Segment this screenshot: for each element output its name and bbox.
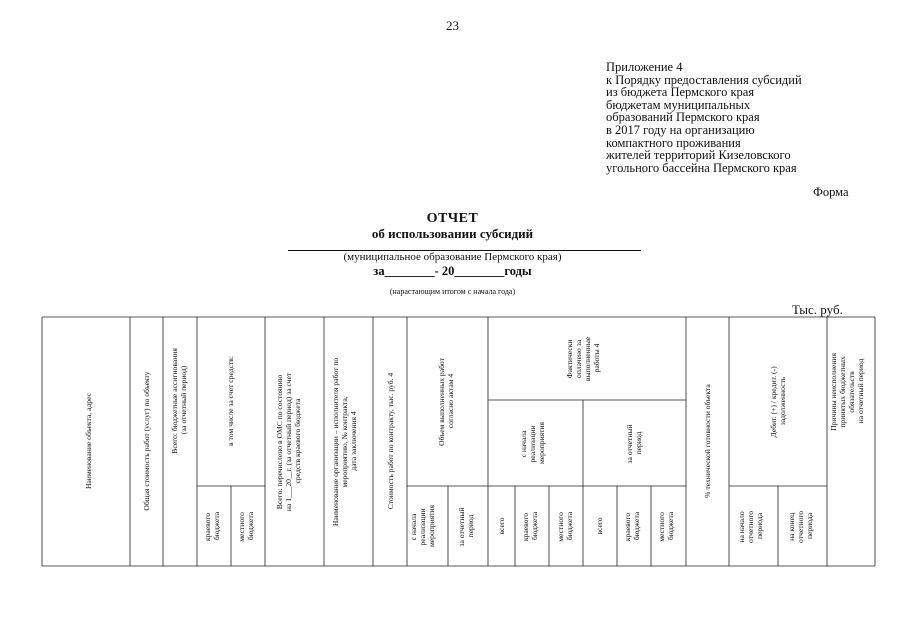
header-nonexecution-reasons: Причины неисполнения принятых бюджетных обязательств на отчетный период	[829, 353, 865, 431]
header-actually-paid: Фактически оплачено за выполненные работы 4	[565, 336, 601, 382]
header-total-cost: Общая стоимость работ (услуг) по объекту	[142, 371, 151, 511]
report-title: ОТЧЕТ	[426, 211, 479, 226]
cumulative-note: (нарастающим итогом с начала года)	[389, 287, 516, 296]
header-contractor: Наименование организации – исполнителя работ по мероприятию, № контракта, дата заключения 4	[331, 357, 358, 527]
appendix-line: бюджетам муниципальных	[606, 97, 751, 112]
header-regional-budget: краевого бюджета	[203, 511, 221, 542]
period-line: за________- 20________годы	[373, 264, 532, 278]
appendix-line: к Порядку предоставления субсидий	[606, 72, 802, 87]
appendix-line: жителей территорий Кизеловского	[606, 148, 791, 163]
header-debit-credit: Дебит. (+) / кредит. (-) задолженность	[769, 366, 787, 438]
appendix-line: из бюджета Пермского края	[606, 85, 755, 100]
appendix-line: угольного бассейна Пермского края	[606, 160, 797, 175]
header-local-b: местного бюджета	[657, 511, 675, 542]
appendix-line: образований Пермского края	[606, 110, 760, 125]
header-contract-cost: Стоимость работ по контракту, тыс. руб. 4	[386, 372, 395, 510]
header-total-b: всего	[595, 517, 604, 535]
header-end-of-period: на конец отчетного периода	[787, 510, 814, 544]
appendix-line: в 2017 году на организацию	[606, 122, 755, 137]
header-paid-reporting: за отчетный период	[625, 424, 643, 464]
form-label: Форма	[813, 185, 849, 199]
header-technical-readiness: % технической готовности объекта	[703, 384, 712, 498]
header-start-of-period: на начало отчетного периода	[737, 510, 764, 544]
units-label: Тыс. руб.	[792, 302, 843, 317]
header-including-funds: в том числе за счет средств:	[226, 356, 235, 446]
municipality-caption: (муниципальное образование Пермского края)	[343, 251, 562, 263]
report-subtitle: об использовании субсидий	[371, 226, 534, 241]
header-total-a: всего	[497, 517, 506, 535]
header-volume-reporting: за отчетный период	[457, 507, 475, 547]
header-paid-since-start: с начала реализации мероприятия	[519, 421, 546, 465]
page-number: 23	[446, 18, 459, 33]
header-regional-a: краевого бюджета	[521, 511, 539, 542]
header-transferred-to-oms: Всего: перечислено в ОМС по состоянию на 1___20__г. (за отчетный период) за счет средств краевого бюджета	[275, 372, 302, 512]
appendix-line: Приложение 4	[606, 60, 683, 74]
header-regional-b: краевого бюджета	[623, 511, 641, 542]
appendix-line: компактного проживания	[606, 135, 741, 150]
header-local-budget: местного бюджета	[237, 511, 255, 542]
header-local-a: местного бюджета	[556, 511, 574, 542]
header-object-name: Наименование объекта, адрес	[84, 392, 93, 490]
header-budget-assignments: Всего: бюджетные ассигнования (за отчетный период)	[170, 348, 188, 454]
header-volume-since-start: с начала реализации мероприятия	[409, 504, 436, 548]
header-work-volume: Объем выполненных работ согласно актам 4	[437, 358, 455, 446]
